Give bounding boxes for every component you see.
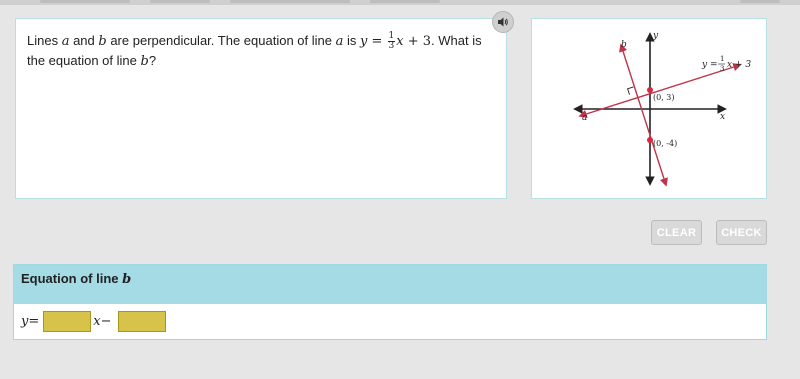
right-angle-marker xyxy=(628,87,634,95)
question-panel xyxy=(15,18,507,199)
answer-panel xyxy=(13,264,767,340)
intercept-input[interactable] xyxy=(118,311,166,332)
line-a-label: a xyxy=(582,113,588,123)
check-button[interactable]: CHECK xyxy=(716,220,767,245)
point-1-label: (0, 3) xyxy=(653,93,675,102)
graph-panel xyxy=(531,18,767,199)
point-2-label: (0, -4) xyxy=(653,139,678,148)
answer-equation-row: y = x − xyxy=(21,310,168,332)
eq-label-num: 1 xyxy=(720,55,725,63)
audio-button[interactable] xyxy=(492,11,514,33)
clear-button[interactable]: CLEAR xyxy=(651,220,702,245)
eq-label-den: 3 xyxy=(720,65,725,73)
coordinate-graph xyxy=(532,19,768,200)
line-b xyxy=(621,45,666,185)
speaker-icon xyxy=(497,16,509,28)
question-text: Lines a and b are perpendicular. The equation of line a is y = $\frac{1}{3}$ x + 3. What is the equation of line b? xyxy=(27,31,482,70)
line-b-label: b xyxy=(621,40,627,50)
axis-x-label: x xyxy=(720,112,726,122)
slope-input[interactable] xyxy=(43,311,91,332)
axis-y-label: y xyxy=(653,31,659,41)
eq-label-y: y = xyxy=(702,60,718,70)
top-progress-strip xyxy=(0,0,800,5)
answer-header: Equation of line b xyxy=(14,265,766,304)
equation-fraction: $\frac{1}{3}$ xyxy=(388,31,395,52)
equation-y: y xyxy=(359,34,368,49)
eq-label-rest: x + 3 xyxy=(727,60,752,70)
